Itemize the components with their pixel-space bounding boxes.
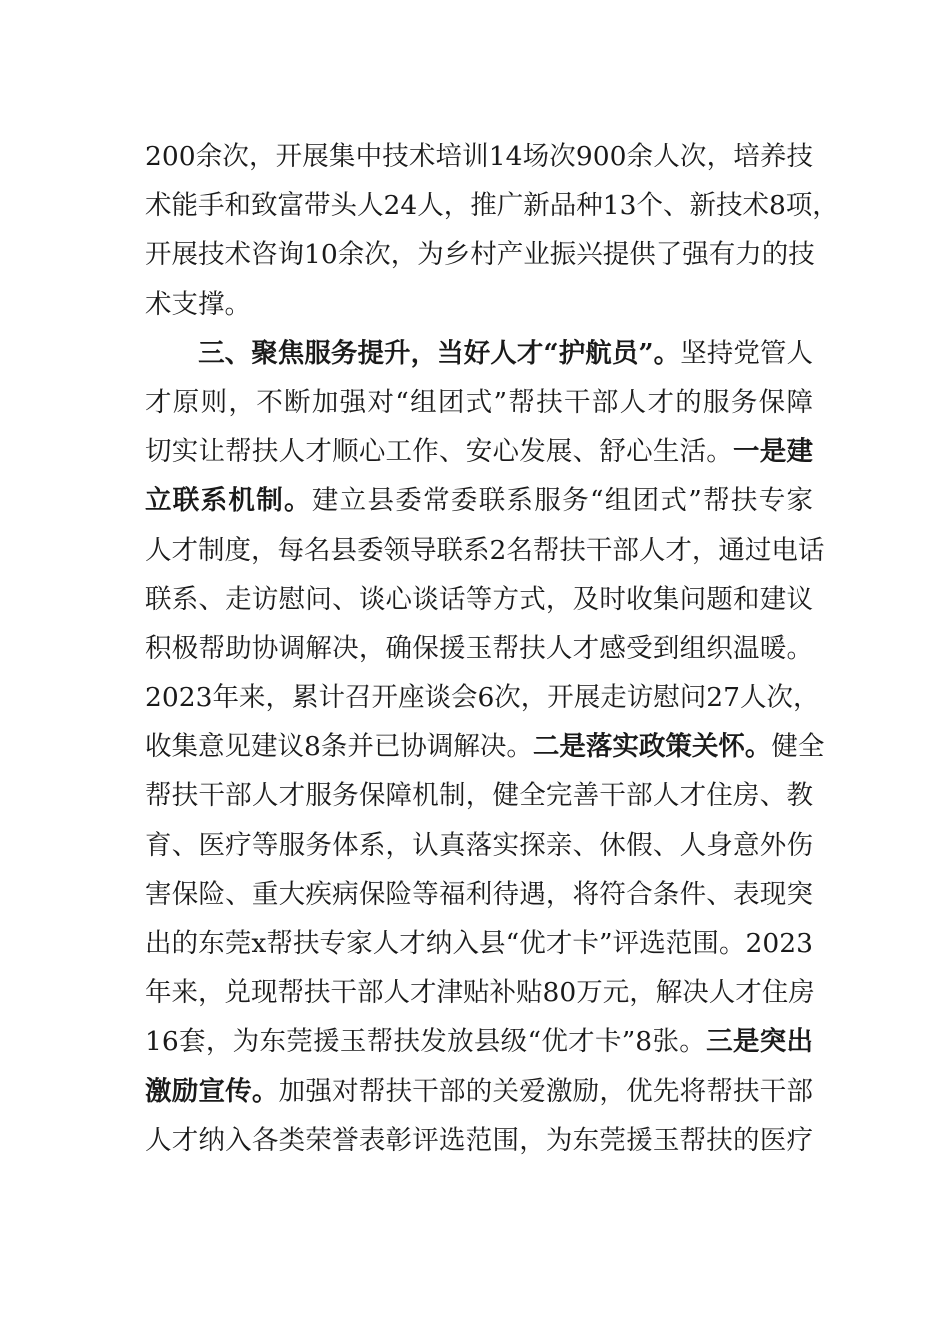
bold-text-segment: 立联系机制。 — [145, 485, 312, 517]
text-line — [145, 132, 813, 181]
text-segment: 建立县委常委联系服务“组团式”帮扶专家 — [311, 485, 813, 517]
text-line — [145, 722, 825, 771]
text-segment: 收集意见建议8条并已协调解决。 — [145, 731, 533, 763]
text-line — [145, 673, 820, 722]
text-line — [145, 427, 813, 476]
text-line — [145, 771, 813, 820]
text-segment: 16套，为东莞援玉帮扶发放县级“优才卡”8张。 — [145, 1026, 707, 1058]
text-segment: 帮扶干部人才服务保障机制，健全完善干部人才住房、教 — [145, 780, 813, 812]
text-line — [145, 378, 813, 427]
text-line — [145, 968, 813, 1017]
document-body — [145, 132, 839, 1165]
text-line — [145, 821, 813, 870]
text-segment: 2023年来，累计召开座谈会6次，开展走访慰问27人次， — [145, 682, 820, 714]
text-line — [145, 870, 813, 919]
text-segment: 人才纳入各类荣誉表彰评选范围，为东莞援玉帮扶的医疗 — [145, 1124, 813, 1156]
bold-text-segment: 三、聚焦服务提升，当好人才“护航员”。 — [145, 337, 681, 369]
text-segment: 才原则，不断加强对“组团式”帮扶干部人才的服务保障 — [145, 386, 813, 418]
text-line — [145, 575, 813, 624]
text-segment: 健全 — [771, 731, 825, 763]
text-segment: 年来，兑现帮扶干部人才津贴补贴80万元，解决人才住房 — [145, 977, 815, 1009]
text-segment: 切实让帮扶人才顺心工作、安心发展、舒心生活。 — [145, 436, 734, 468]
text-segment: 害保险、重大疾病保险等福利待遇，将符合条件、表现突 — [145, 878, 813, 910]
text-line — [145, 1116, 813, 1165]
text-segment: 联系、走访慰问、谈心谈话等方式，及时收集问题和建议 — [145, 583, 813, 615]
bold-text-segment: 激励宣传。 — [145, 1075, 279, 1107]
text-segment: 开展技术咨询10余次，为乡村产业振兴提供了强有力的技 — [145, 239, 815, 271]
text-line — [145, 329, 813, 378]
text-line — [145, 1017, 813, 1066]
text-segment: 人才制度，每名县委领导联系2名帮扶干部人才，通过电话 — [145, 534, 825, 566]
text-line — [145, 230, 813, 279]
text-segment: 术支撑。 — [145, 288, 251, 320]
text-segment: 出的东莞x帮扶专家人才纳入县“优才卡”评选范围。2023 — [145, 928, 813, 959]
text-line — [145, 919, 813, 968]
text-line — [145, 624, 813, 673]
text-segment: 育、医疗等服务体系，认真落实探亲、休假、人身意外伤 — [145, 829, 813, 861]
text-segment: 200余次，开展集中技术培训14场次900余人次，培养技 — [145, 141, 813, 172]
text-line — [145, 1067, 813, 1116]
text-line — [145, 526, 825, 575]
text-line — [145, 181, 839, 230]
text-segment: 积极帮助协调解决，确保援玉帮扶人才感受到组织温暖。 — [145, 632, 813, 664]
bold-text-segment: 二是落实政策关怀。 — [532, 731, 772, 763]
text-line — [145, 476, 813, 525]
text-segment: 坚持党管人 — [680, 337, 813, 369]
text-segment: 加强对帮扶干部的关爱激励，优先将帮扶干部 — [278, 1075, 814, 1107]
bold-text-segment: 三是突出 — [706, 1026, 813, 1058]
text-segment: 术能手和致富带头人24人，推广新品种13个、新技术8项， — [145, 190, 839, 222]
bold-text-segment: 一是建 — [733, 436, 814, 468]
text-line — [145, 280, 813, 329]
